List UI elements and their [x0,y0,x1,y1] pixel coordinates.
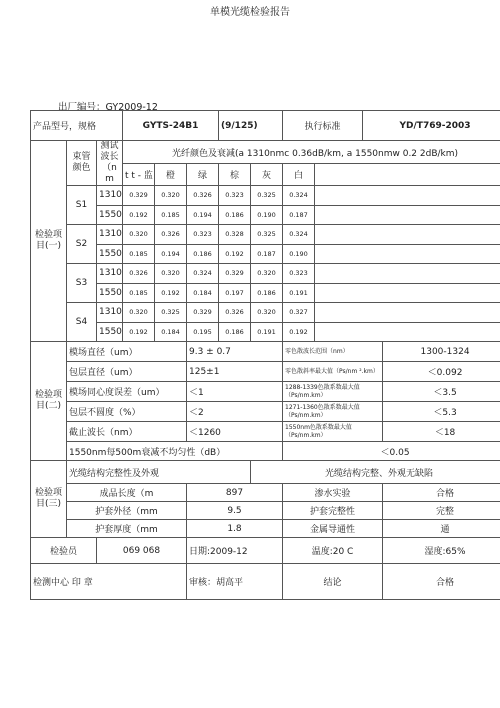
attenuation-row [31,303,500,323]
parameter-row [31,342,500,362]
reviewer: 审核：胡高平 [187,564,283,600]
attenuation-value: 0.195 [187,322,219,342]
parameter-value: 9.3 ± 0.7 [187,342,283,362]
fiber-color-pre: t t - 监 [123,164,155,186]
attenuation-header-row [31,141,500,164]
parameter-row [31,422,500,442]
parameter-name: 包层不圆度（%） [67,402,187,422]
attenuation-value: 0.187 [283,205,315,225]
attenuation-value: 0.185 [123,283,155,303]
dispersion-parameter: 零色散斜率最大值（Ps/nm ².km） [283,362,383,382]
parameter-value: 125±1 [187,362,283,382]
attenuation-row [31,225,500,245]
dispersion-value: ＜18 [383,422,500,442]
parameter-row [31,362,500,382]
wavelength-value: 1310 [97,264,123,284]
inspection-report-table [30,110,500,600]
attenuation-value: 0.184 [187,283,219,303]
attenuation-value: 0.192 [123,205,155,225]
attenuation-value: 0.187 [251,244,283,264]
attenuation-value: 0.194 [155,244,187,264]
product-row [31,111,500,141]
empty-cell [315,283,500,303]
attenuation-row [31,205,500,225]
conclusion-label: 结论 [283,564,383,600]
model-label: 产品型号，规格 [31,111,123,141]
structure-row [31,484,500,502]
attenuation-value: 0.191 [283,283,315,303]
attenuation-value: 0.329 [219,264,251,284]
structure-row [31,520,500,538]
inspection-date: 日期:2009-12 [187,538,283,564]
inspector-label: 检验员 [31,538,97,564]
report-body [31,111,500,600]
structure-row [31,502,500,520]
tube-label: S4 [67,303,97,342]
dispersion-parameter: 零色散波长范围（nm） [283,342,383,362]
attenuation-value: 0.326 [123,264,155,284]
attenuation-value: 0.320 [155,264,187,284]
attenuation-value: 0.324 [283,225,315,245]
attenuation-row [31,244,500,264]
attenuation-value: 0.325 [251,225,283,245]
fiber-color-4: 白 [283,164,315,186]
cable-value: 9.5 [187,502,283,520]
attenuation-value: 0.190 [283,244,315,264]
cable-test-result: 完整 [383,502,500,520]
attenuation-value: 0.185 [123,244,155,264]
empty-cell [315,205,500,225]
attenuation-value: 0.190 [251,205,283,225]
fiber-color-0: 橙 [155,164,187,186]
inspection-center-seal: 检测中心 印 章 [31,564,187,600]
humidity: 湿度:65% [383,538,500,564]
attenuation-value: 0.194 [187,205,219,225]
attenuation-row [31,322,500,342]
attenuation-value: 0.325 [251,186,283,206]
cable-test-result: 合格 [383,484,500,502]
parameter-value: ＜1 [187,382,283,402]
attenuation-value: 0.192 [155,283,187,303]
tube-label: S1 [67,186,97,225]
attenuation-value: 0.186 [219,205,251,225]
dispersion-value: ＜3.5 [383,382,500,402]
cable-value: 897 [187,484,283,502]
cable-test-result: 通 [383,520,500,538]
empty-cell [315,186,500,206]
inspector-row [31,538,500,564]
attenuation-value: 0.326 [219,303,251,323]
uniformity-label: 1550nm每500m衰减不均匀性（dB） [67,442,283,461]
fiber-color-2: 棕 [219,164,251,186]
section1-label: 检验项目(一) [31,141,67,342]
structure-result: 光缆结构完整、外观无缺陷 [251,461,500,484]
cable-test: 护套完整性 [283,502,383,520]
attenuation-header: 光纤颜色及衰减(a 1310nmc 0.36dB/km, a 1550nmw 0.2 2dB/km) [123,141,500,164]
attenuation-value: 0.323 [283,264,315,284]
attenuation-value: 0.185 [155,205,187,225]
document-title: 单模光缆检验报告 [210,7,290,18]
attenuation-value: 0.320 [123,303,155,323]
attenuation-value: 0.324 [283,186,315,206]
uniformity-row [31,442,500,461]
attenuation-row [31,283,500,303]
wavelength-header: 测试波长（n m [97,141,123,186]
cable-test: 金属导通性 [283,520,383,538]
attenuation-row [31,186,500,206]
attenuation-value: 0.320 [251,303,283,323]
attenuation-value: 0.192 [283,322,315,342]
cable-parameter: 成品长度（m [67,484,187,502]
bundle-color-header: 束管颜色 [67,141,97,186]
empty-cell [315,244,500,264]
dispersion-parameter: 1288-1339色散系数最大值（Ps/nm.km） [283,382,383,402]
empty-cell [315,264,500,284]
parameter-value: ＜1260 [187,422,283,442]
tube-label: S3 [67,264,97,303]
attenuation-value: 0.329 [187,303,219,323]
fiber-color-3: 灰 [251,164,283,186]
attenuation-value: 0.191 [251,322,283,342]
attenuation-value: 0.197 [219,283,251,303]
attenuation-value: 0.186 [251,283,283,303]
cable-parameter: 护套外径（mm [67,502,187,520]
empty-cell [315,303,500,323]
parameter-name: 模场同心度误差（um） [67,382,187,402]
section3-label: 检验项目(三) [31,461,67,538]
fiber-color-filler [315,164,500,186]
attenuation-value: 0.192 [219,244,251,264]
attenuation-value: 0.184 [155,322,187,342]
uniformity-value: ＜0.05 [283,442,500,461]
wavelength-value: 1310 [97,186,123,206]
cable-parameter: 护套厚度（mm [67,520,187,538]
parameter-value: ＜2 [187,402,283,422]
dispersion-value: ＜5.3 [383,402,500,422]
structure-header-row [31,461,500,484]
attenuation-value: 0.327 [283,303,315,323]
parameter-name: 模场直径（um） [67,342,187,362]
fiber-color-1: 绿 [187,164,219,186]
attenuation-value: 0.186 [187,244,219,264]
dispersion-parameter: 1550nm色散系数最大值（Ps/nm.km） [283,422,383,442]
temperature: 温度:20 C [283,538,383,564]
fiber-spec: (9/125) [219,111,283,141]
attenuation-value: 0.320 [251,264,283,284]
attenuation-value: 0.325 [155,303,187,323]
empty-cell [315,322,500,342]
attenuation-value: 0.326 [187,186,219,206]
dispersion-value: 1300-1324 [383,342,500,362]
attenuation-value: 0.320 [155,186,187,206]
wavelength-value: 1550 [97,205,123,225]
attenuation-value: 0.320 [123,225,155,245]
parameter-row [31,382,500,402]
wavelength-value: 1310 [97,225,123,245]
footer-row [31,564,500,600]
standard-label: 执行标准 [283,111,363,141]
attenuation-value: 0.324 [187,264,219,284]
attenuation-value: 0.329 [123,186,155,206]
wavelength-value: 1310 [97,303,123,323]
parameter-name: 截止波长（nm） [67,422,187,442]
inspector-id: 069 068 [97,538,187,564]
attenuation-value: 0.326 [155,225,187,245]
model-value: GYTS-24B1 [123,111,219,141]
structure-label: 光缆结构完整性及外观 [67,461,251,484]
dispersion-parameter: 1271-1360色散系数最大值（Ps/nm.km） [283,402,383,422]
standard-value: YD/T769-2003 [363,111,500,141]
tube-label: S2 [67,225,97,264]
parameter-name: 包层直径（um） [67,362,187,382]
section2-label: 检验项目(二) [31,342,67,461]
wavelength-value: 1550 [97,322,123,342]
wavelength-value: 1550 [97,283,123,303]
dispersion-value: ＜0.092 [383,362,500,382]
cable-value: 1.8 [187,520,283,538]
attenuation-value: 0.192 [123,322,155,342]
serial-number: 出厂编号：GY2009-12 [58,102,158,113]
wavelength-value: 1550 [97,244,123,264]
parameter-row [31,402,500,422]
attenuation-value: 0.328 [219,225,251,245]
attenuation-value: 0.323 [219,186,251,206]
attenuation-row [31,264,500,284]
attenuation-value: 0.323 [187,225,219,245]
cable-test: 渗水实验 [283,484,383,502]
empty-cell [315,225,500,245]
attenuation-value: 0.186 [219,322,251,342]
conclusion-value: 合格 [383,564,500,600]
